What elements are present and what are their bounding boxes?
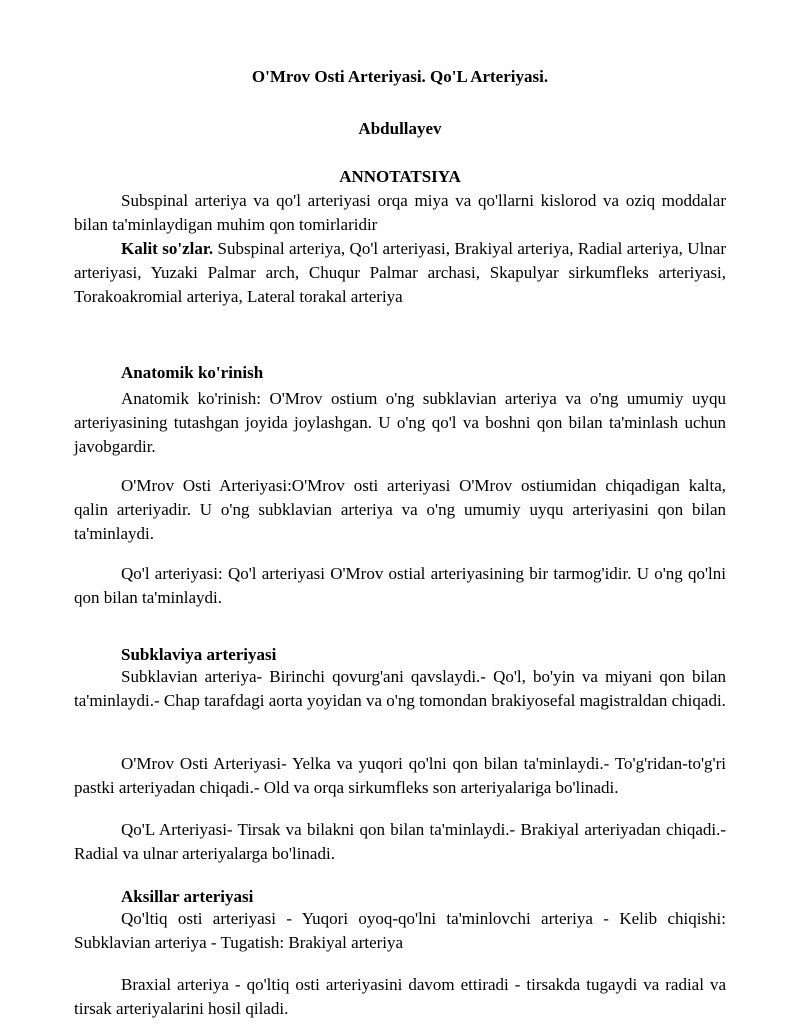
keywords-text: Subspinal arteriya, Qo'l arteriyasi, Brakiyal arteriya, Radial arteriya, Ulnar arteriyasi, Yuzaki Palmar arch, Chuqur Palmar archasi, Skapulyar sirkumfleks arteriyasi, Torakoakromial arteriya, Lateral torakal arteriya [74, 239, 726, 306]
annotation-text: Subspinal arteriya va qo'l arteriyasi orqa miya va qo'llarni kislorod va oziq moddalar bilan ta'minlaydigan muhim qon tomirlaridir [74, 191, 726, 234]
paragraph: Qo'l arteriyasi: Qo'l arteriyasi O'Mrov ostial arteriyasining bir tarmog'idir. U o'ng qo'lni qon bilan ta'minlaydi. [74, 564, 726, 607]
paragraph: Qo'L Arteriyasi- Tirsak va bilakni qon bilan ta'minlaydi.- Brakiyal arteriyadan chiqadi.- Radial va ulnar arteriyalarga bo'linadi. [74, 820, 726, 863]
document-title: O'Mrov Osti Arteriyasi. Qo'L Arteriyasi. [251, 67, 549, 86]
annotation-heading: ANNOTATSIYA [339, 167, 461, 186]
keywords-paragraph [74, 237, 726, 309]
section-heading-subklaviya: Subklaviya arteriyasi [121, 645, 277, 664]
paragraph: O'Mrov Osti Arteriyasi:O'Mrov osti arteriyasi O'Mrov ostiumidan chiqadigan kalta, qalin arteriyadir. U o'ng subklavian arteriya va o'ng umumiy uyqu arteriyasini qon bilan ta'minlaydi. [74, 476, 726, 543]
paragraph: Anatomik ko'rinish: O'Mrov ostium o'ng subklavian arteriya va o'ng umumiy uyqu arteriyasining tutashgan joyida joylashgan. U o'ng qo'l va boshni qon bilan ta'minlash uchun javobgardir. [74, 389, 726, 456]
section-heading-aksillar: Aksillar arteriyasi [121, 887, 254, 906]
paragraph: O'Mrov Osti Arteriyasi- Yelka va yuqori qo'lni qon bilan ta'minlaydi.- To'g'ridan-to'g'ri pastki arteriyadan chiqadi.- Old va orqa sirkumfleks son arteriyalariga bo'linadi. [74, 754, 726, 797]
paragraph: Subklavian arteriya- Birinchi qovurg'ani qavslaydi.- Qo'l, bo'yin va miyani qon bilan ta'minlaydi.- Chap tarafdagi aorta yoyidan va o'ng tomondan brakiyosefal magistraldan chiqadi. [74, 667, 726, 710]
keywords-label: Kalit so'zlar. [121, 239, 214, 258]
document-author: Abdullayev [358, 119, 442, 138]
section-heading-anatomik: Anatomik ko'rinish [121, 363, 264, 382]
paragraph: Braxial arteriya - qo'ltiq osti arteriyasini davom ettiradi - tirsakda tugaydi va radial va tirsak arteriyalarini hosil qiladi. [74, 975, 726, 1018]
paragraph: Qo'ltiq osti arteriyasi - Yuqori oyoq-qo'lni ta'minlovchi arteriya - Kelib chiqishi: Subklavian arteriya - Tugatish: Brakiyal arteriya [74, 909, 726, 952]
